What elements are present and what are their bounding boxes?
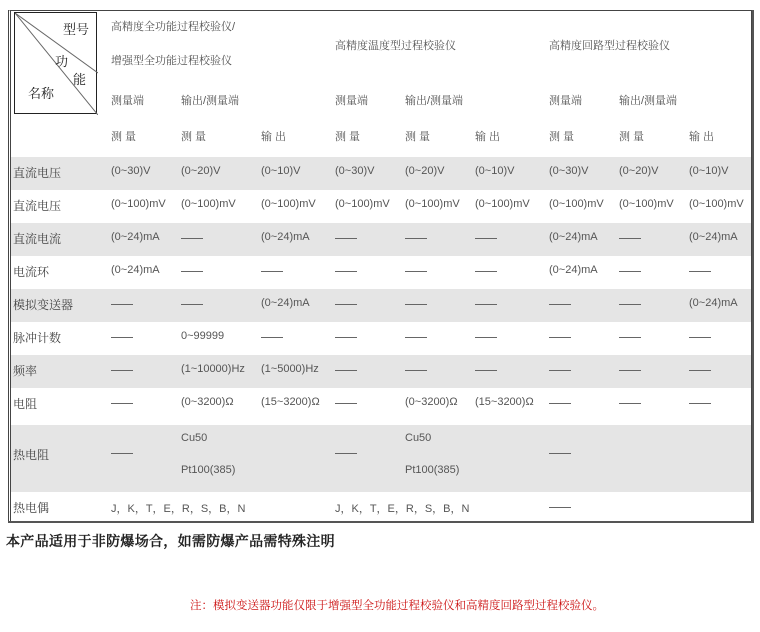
row-label: 模拟变送器: [13, 298, 74, 312]
row-stripe: [11, 425, 751, 492]
table-border-right: [752, 10, 754, 522]
subcol-header: 测 量: [335, 131, 361, 143]
dash-empty-cell: [619, 370, 641, 371]
dash-empty-cell: [261, 271, 283, 272]
table-cell: (0~30)V: [335, 165, 375, 177]
row-label: 直流电压: [13, 166, 62, 180]
row-stripe: [11, 289, 751, 322]
dash-empty-cell: [619, 304, 641, 305]
dash-empty-cell: [181, 238, 203, 239]
model-3-output-group: 输出/测量端: [619, 95, 678, 107]
subcol-header: 输 出: [689, 131, 715, 143]
dash-empty-cell: [475, 238, 497, 239]
table-cell: (1~5000)Hz: [261, 363, 319, 375]
table-cell: (0~100)mV: [335, 198, 390, 210]
dash-empty-cell: [335, 271, 357, 272]
row-label: 电流环: [13, 265, 50, 279]
row-label: 频率: [13, 364, 38, 378]
row-label: 电阻: [13, 397, 38, 411]
dash-empty-cell: [261, 337, 283, 338]
dash-empty-cell: [475, 271, 497, 272]
table-cell: (0~30)V: [111, 165, 151, 177]
subcol-header: 测 量: [181, 131, 207, 143]
rtd-type-pt100: Pt100(385): [405, 464, 460, 476]
table-cell: (0~30)V: [549, 165, 589, 177]
dash-empty-cell: [405, 304, 427, 305]
dash-empty-cell: [335, 304, 357, 305]
table-cell: (0~3200)Ω: [405, 396, 458, 408]
dash-empty-cell: [549, 403, 571, 404]
model-label: 型号: [63, 23, 90, 38]
dash-empty-cell: [549, 337, 571, 338]
dash-empty-cell: [619, 403, 641, 404]
dash-empty-cell: [111, 337, 133, 338]
rtd-type-cu50: Cu50: [405, 432, 432, 444]
transmitter-limitation-note: 注：模拟变送器功能仅限于增强型全功能过程校验仪和高精度回路型过程校验仪。: [190, 598, 604, 612]
table-cell: (15~3200)Ω: [475, 396, 534, 408]
table-cell: (0~100)mV: [549, 198, 604, 210]
table-cell: (0~24)mA: [261, 297, 310, 309]
table-cell: (0~10)V: [475, 165, 515, 177]
table-cell: (0~10)V: [689, 165, 729, 177]
dash-empty-cell: [181, 271, 203, 272]
dash-rtd-g1: [111, 453, 133, 454]
dash-empty-cell: [549, 304, 571, 305]
dash-empty-cell: [335, 403, 357, 404]
model-1-name-line2: 增强型全功能过程校验仪: [111, 55, 232, 67]
dash-empty-cell: [111, 370, 133, 371]
dash-rtd-g3: [549, 453, 571, 454]
table-cell: (0~24)mA: [689, 297, 738, 309]
subcol-header: 输 出: [261, 131, 287, 143]
table-cell: (15~3200)Ω: [261, 396, 320, 408]
dash-empty-cell: [619, 238, 641, 239]
dash-empty-cell: [689, 337, 711, 338]
model-3-measure-group: 测量端: [549, 95, 582, 107]
dash-empty-cell: [475, 304, 497, 305]
dash-empty-cell: [335, 337, 357, 338]
dash-tc-g3: [549, 507, 571, 508]
subcol-header: 测 量: [619, 131, 645, 143]
subcol-header: 测 量: [405, 131, 431, 143]
table-cell: (1~10000)Hz: [181, 363, 245, 375]
table-cell: (0~24)mA: [111, 231, 160, 243]
table-cell: (0~24)mA: [111, 264, 160, 276]
dash-empty-cell: [405, 370, 427, 371]
dash-rtd-g2: [335, 453, 357, 454]
table-cell: (0~24)mA: [549, 231, 598, 243]
dash-empty-cell: [405, 238, 427, 239]
table-border-bottom: [8, 521, 754, 523]
function-label-1: 功: [55, 55, 69, 70]
table-cell: (0~20)V: [181, 165, 221, 177]
table-cell: 0~99999: [181, 330, 225, 342]
tc-types-g2: J，K，T，E，R，S，B，N: [335, 503, 470, 515]
model-1-name-line1: 高精度全功能过程校验仪/: [111, 21, 236, 33]
dash-empty-cell: [689, 271, 711, 272]
table-cell: (0~3200)Ω: [181, 396, 234, 408]
row-stripe: [11, 355, 751, 388]
model-3-name: 高精度回路型过程校验仪: [549, 40, 670, 52]
row-label: 脉冲计数: [13, 331, 62, 345]
dash-empty-cell: [475, 370, 497, 371]
model-1-output-group: 输出/测量端: [181, 95, 240, 107]
table-cell: (0~24)mA: [689, 231, 738, 243]
dash-empty-cell: [405, 337, 427, 338]
table-cell: (0~100)mV: [619, 198, 674, 210]
row-label-rtd: 热电阻: [13, 448, 50, 462]
dash-empty-cell: [619, 271, 641, 272]
subcol-header: 测 量: [111, 131, 137, 143]
model-2-output-group: 输出/测量端: [405, 95, 464, 107]
dash-empty-cell: [689, 370, 711, 371]
dash-empty-cell: [111, 403, 133, 404]
row-label: 直流电压: [13, 199, 62, 213]
rtd-type-cu50: Cu50: [181, 432, 208, 444]
table-cell: (0~24)mA: [549, 264, 598, 276]
table-cell: (0~100)mV: [181, 198, 236, 210]
subcol-header: 测 量: [549, 131, 575, 143]
table-cell: (0~100)mV: [475, 198, 530, 210]
table-cell: (0~20)V: [405, 165, 445, 177]
function-label-2: 能: [73, 73, 87, 88]
table-cell: (0~24)mA: [261, 231, 310, 243]
table-cell: (0~100)mV: [405, 198, 460, 210]
dash-empty-cell: [689, 403, 711, 404]
dash-empty-cell: [549, 370, 571, 371]
name-label: 名称: [28, 87, 55, 102]
row-label-thermocouple: 热电偶: [13, 501, 50, 515]
row-label: 直流电流: [13, 232, 62, 246]
dash-empty-cell: [335, 370, 357, 371]
table-cell: (0~100)mV: [111, 198, 166, 210]
explosion-proof-note: 本产品适用于非防爆场合，如需防爆产品需特殊注明: [6, 534, 335, 550]
dash-empty-cell: [475, 337, 497, 338]
table-cell: (0~20)V: [619, 165, 659, 177]
dash-empty-cell: [181, 304, 203, 305]
dash-empty-cell: [335, 238, 357, 239]
model-1-measure-group: 测量端: [111, 95, 144, 107]
diagonal-header-cell: [14, 12, 97, 114]
rtd-type-pt100: Pt100(385): [181, 464, 236, 476]
dash-empty-cell: [619, 337, 641, 338]
table-cell: (0~10)V: [261, 165, 301, 177]
table-cell: (0~100)mV: [689, 198, 744, 210]
tc-types-g1: J，K，T，E，R，S，B，N: [111, 503, 246, 515]
dash-empty-cell: [111, 304, 133, 305]
model-2-name: 高精度温度型过程校验仪: [335, 40, 456, 52]
model-2-measure-group: 测量端: [335, 95, 368, 107]
subcol-header: 输 出: [475, 131, 501, 143]
dash-empty-cell: [405, 271, 427, 272]
table-cell: (0~100)mV: [261, 198, 316, 210]
